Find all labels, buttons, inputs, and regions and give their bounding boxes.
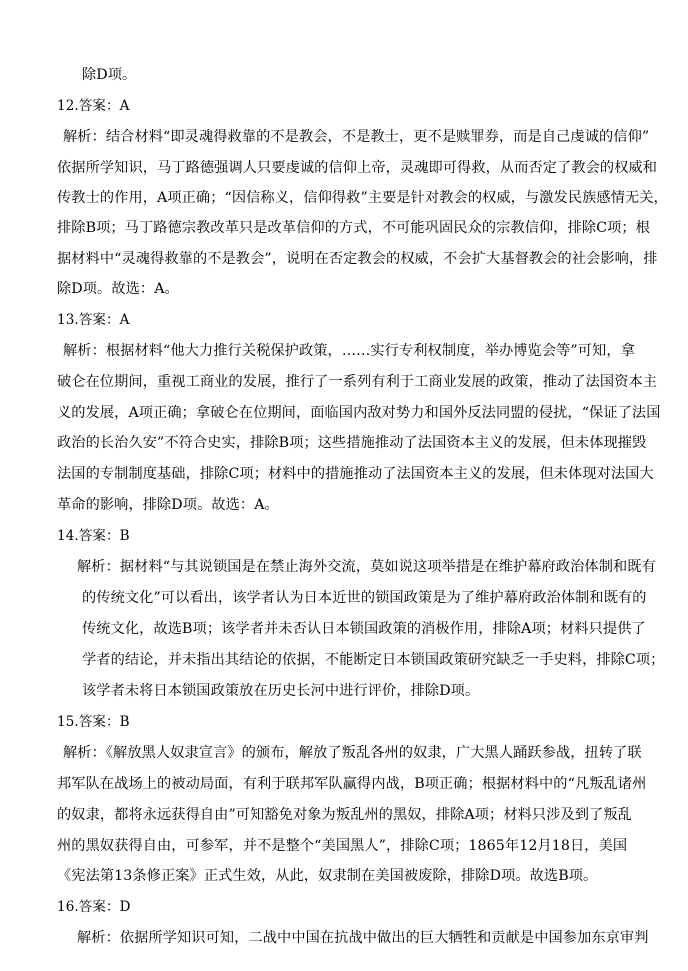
- explanation-line: 州的黑奴获得自由，可参军，并不是整个“美国黑人”，排除C项；1865年12月18日，美国: [57, 838, 628, 854]
- explanation-line: 解析：依据所学知识可知，二战中中国在抗战中做出的巨大牺牲和贡献是中国参加东京审判: [77, 930, 649, 946]
- explanation-line: 《宪法第13条修正案》正式生效，从此，奴隶制在美国被废除，排除D项。故选B项。: [57, 868, 598, 884]
- explanation-line: 解析：《解放黑人奴隶宣言》的颁布，解放了叛乱各州的奴隶，广大黑人踊跃参战，扭转了联: [63, 745, 642, 761]
- explanation-line: 革命的影响，排除D项。故选：A。: [57, 497, 279, 513]
- explanation-line: 依据所学知识，马丁路德强调人只要虔诚的信仰上帝，灵魂即可得救，从而否定了教会的权威和: [57, 160, 658, 176]
- explanation-line: 除D项。故选：A。: [57, 281, 179, 297]
- answer-heading-15: 15.答案：B: [57, 714, 130, 730]
- explanation-line: 邦军队在战场上的被动局面，有利于联邦军队赢得内战，B项正确；根据材料中的“凡叛乱诸州: [57, 776, 647, 792]
- explanation-line: 据材料中“灵魂得救靠的不是教会”，说明在否定教会的权威，不会扩大基督教会的社会影响，排: [57, 251, 658, 267]
- explanation-line: 排除B项；马丁路德宗教改革只是改革信仰的方式，不可能巩固民众的宗教信仰，排除C项；根: [57, 220, 650, 236]
- explanation-line: 传统文化，故选B项；该学者并未否认日本锁国政策的消极作用，排除A项；材料只提供了: [82, 621, 646, 637]
- explanation-line: 法国的专制制度基础，排除C项；材料中的措施推动了法国资本主义的发展，但未体现对法国大: [57, 466, 654, 482]
- answer-heading-14: 14.答案：B: [57, 528, 130, 544]
- explanation-line: 的奴隶，都将永远获得自由”可知豁免对象为叛乱州的黑奴，排除A项；材料只涉及到了叛乱: [57, 807, 632, 823]
- text-line: 除D项。: [82, 67, 137, 83]
- explanation-line: 解析：据材料“与其说锁国是在禁止海外交流，莫如说这项举措是在维护幕府政治体制和既有: [77, 559, 656, 575]
- explanation-line: 解析：根据材料“他大力推行关税保护政策，……实行专利权制度，举办博览会等”可知，拿: [63, 343, 635, 359]
- explanation-line: 政治的长治久安”不符合史实，排除B项；这些措施推动了法国资本主义的发展，但未体现摧毁: [57, 435, 647, 451]
- explanation-line: 义的发展，A项正确；拿破仑在位期间，面临国内敌对势力和国外反法同盟的侵扰，“保证了法国: [57, 405, 661, 421]
- answer-heading-12: 12.答案：A: [57, 98, 130, 114]
- explanation-line: 传教士的作用，A项正确；“因信称义，信仰得救”主要是针对教会的权威，与激发民族感情无关，: [57, 190, 668, 206]
- answer-heading-13: 13.答案：A: [57, 312, 130, 328]
- explanation-line: 该学者未将日本锁国政策放在历史长河中进行评价，排除D项。: [82, 683, 480, 699]
- explanation-line: 解析：结合材料“即灵魂得救靠的不是教会，不是教士，更不是赎罪券，而是自己虔诚的信仰”: [63, 129, 650, 145]
- explanation-line: 的传统文化”可以看出，该学者认为日本近世的锁国政策是为了维护幕府政治体制和既有的: [82, 590, 647, 606]
- explanation-line: 破仑在位期间，重视工商业的发展，推行了一系列有利于工商业发展的政策，推动了法国资本主: [57, 374, 658, 390]
- explanation-line: 学者的结论，并未指出其结论的依据，不能断定日本锁国政策研究缺乏一手史料，排除C项；: [82, 652, 665, 668]
- answer-heading-16: 16.答案：D: [57, 899, 131, 915]
